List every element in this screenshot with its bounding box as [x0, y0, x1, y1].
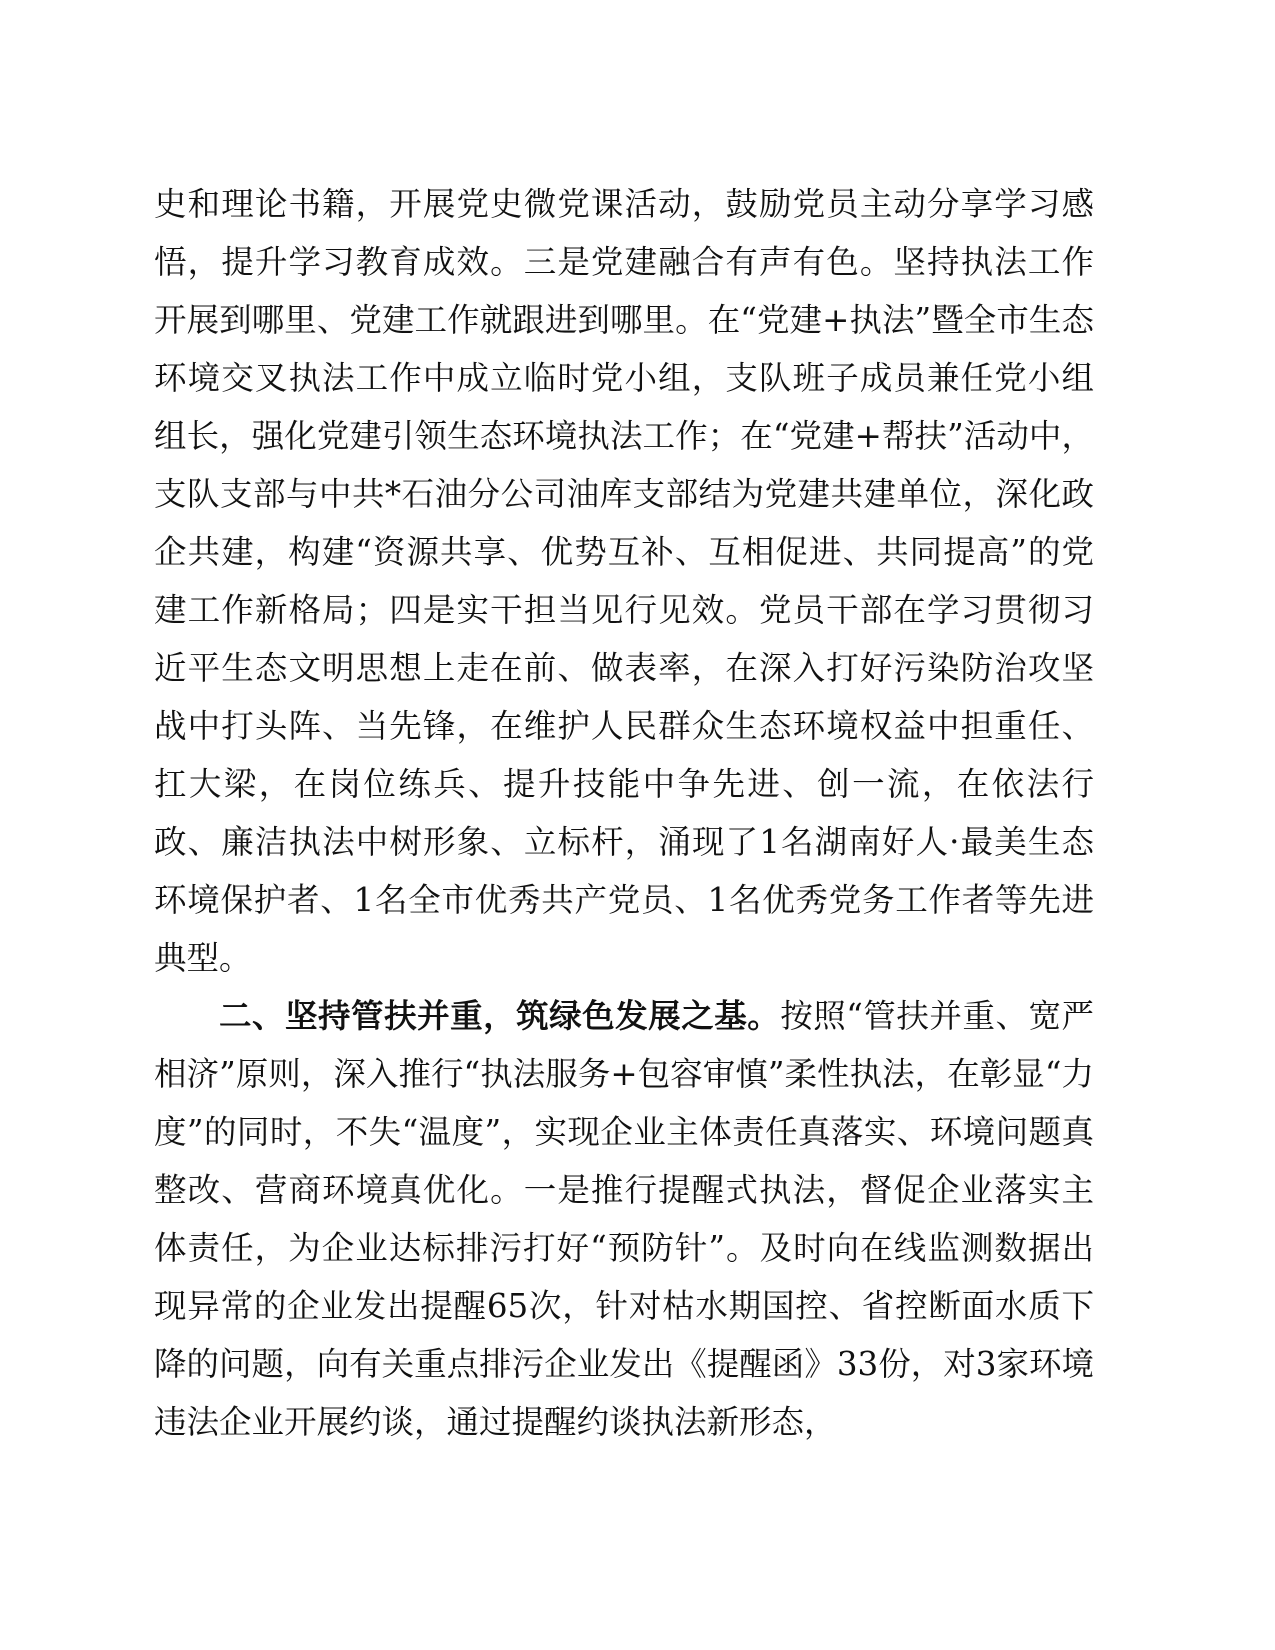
paragraph-continued: 史和理论书籍，开展党史微党课活动，鼓励党员主动分享学习感悟，提升学习教育成效。三是党建融合有声有色。坚持执法工作开展到哪里、党建工作就跟进到哪里。在“党建+执法”暨全市生态环境交叉执法工作中成立临时党小组，支队班子成员兼任党小组组长，强化党建引领生态环境执法工作；在“党建+帮扶”活动中，支队支部与中共*石油分公司油库支部结为党建共建单位，深化政企共建，构建“资源共享、优势互补、互相促进、共同提高”的党建工作新格局；四是实干担当见行见效。党员干部在学习贯彻习近平生态文明思想上走在前、做表率，在深入打好污染防治攻坚战中打头阵、当先锋，在维护人民群众生态环境权益中担重任、扛大梁，在岗位练兵、提升技能中争先进、创一流，在依法行政、廉洁执法中树形象、立标杆，涌现了1名湖南好人·最美生态环境保护者、1名全市优秀共产党员、1名优秀党务工作者等先进典型。 [154, 185, 1094, 977]
document-body [154, 175, 1094, 1451]
section-two-heading: 二、坚持管扶并重，筑绿色发展之基。 [219, 997, 781, 1035]
paragraph-section-two [154, 987, 1094, 1451]
section-two-body: 按照“管扶并重、宽严相济”原则，深入推行“执法服务+包容审慎”柔性执法，在彰显“力度”的同时，不失“温度”，实现企业主体责任真落实、环境问题真整改、营商环境真优化。一是推行提醒式执法，督促企业落实主体责任，为企业达标排污打好“预防针”。及时向在线监测数据出现异常的企业发出提醒65次，针对枯水期国控、省控断面水质下降的问题，向有关重点排污企业发出《提醒函》33份，对3家环境违法企业开展约谈，通过提醒约谈执法新形态， [154, 997, 1094, 1441]
